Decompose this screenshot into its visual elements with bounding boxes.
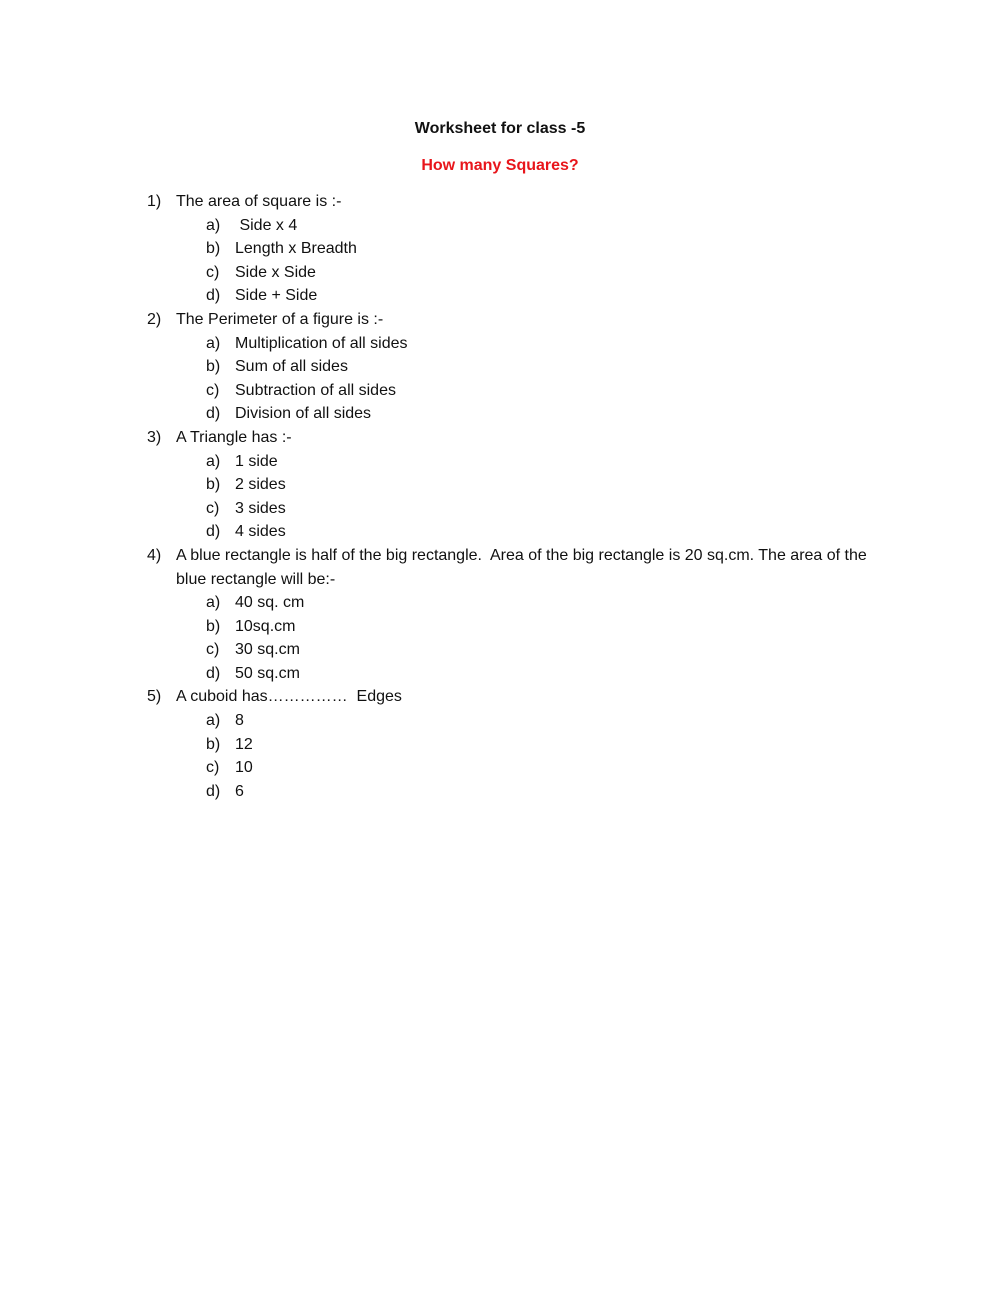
option-text: 8 (235, 712, 244, 730)
option-a (176, 332, 867, 356)
option-d (176, 284, 867, 308)
option-letter: d) (206, 405, 221, 423)
option-text: Division of all sides (235, 405, 372, 423)
option-letter: d) (206, 782, 221, 800)
option-letter: b) (206, 735, 221, 753)
option-text: 6 (235, 782, 244, 800)
option-c (176, 638, 867, 662)
question-text: The area of square is :- (176, 193, 342, 210)
option-text: 40 sq. cm (235, 594, 305, 612)
option-letter: a) (206, 712, 221, 730)
question-number: 1) (147, 193, 162, 210)
option-list (176, 214, 867, 308)
option-a (176, 709, 867, 733)
option-b (176, 615, 867, 639)
option-letter: a) (206, 334, 221, 352)
option-letter: c) (206, 263, 220, 281)
option-letter: a) (206, 452, 221, 470)
question-text: A Triangle has :- (176, 428, 292, 446)
question-text: A cuboid has…………… Edges (176, 688, 402, 706)
option-text: 12 (235, 735, 253, 753)
question-3 (147, 426, 867, 544)
option-text: Side + Side (235, 287, 318, 305)
option-text: 10 (235, 759, 253, 777)
option-letter: c) (206, 759, 220, 777)
question-text: The Perimeter of a figure is :- (176, 310, 384, 328)
question-text: A blue rectangle is half of the big rectangle. Area of the big rectangle is 20 sq.cm. The area of the blue rectangle will be:- (176, 546, 872, 588)
option-text: 1 side (235, 452, 278, 470)
option-c (176, 379, 867, 403)
option-letter: d) (206, 664, 221, 682)
option-text: Length x Breadth (235, 240, 357, 258)
option-letter: b) (206, 617, 221, 635)
option-letter: b) (206, 358, 221, 376)
option-letter: a) (206, 594, 221, 612)
option-text: 50 sq.cm (235, 664, 300, 682)
option-letter: c) (206, 499, 220, 517)
option-list (176, 332, 867, 426)
option-b (176, 355, 867, 379)
option-letter: b) (206, 476, 221, 494)
question-number: 3) (147, 428, 162, 446)
option-d (176, 780, 867, 804)
question-list (147, 190, 872, 803)
option-text: Side x Side (235, 263, 316, 281)
option-c (176, 261, 867, 285)
option-c (176, 497, 867, 521)
option-b (176, 733, 867, 757)
option-d (176, 402, 867, 426)
option-text: 4 sides (235, 523, 286, 541)
option-letter: c) (206, 381, 220, 399)
option-list (176, 709, 867, 803)
worksheet-subtitle: How many Squares? (421, 157, 579, 174)
question-number: 2) (147, 310, 162, 328)
option-text: 3 sides (235, 499, 286, 517)
option-b (176, 473, 867, 497)
option-d (176, 662, 867, 686)
option-letter: d) (206, 287, 221, 305)
worksheet-title: Worksheet for class -5 (414, 120, 586, 137)
option-b (176, 237, 867, 261)
option-text: 30 sq.cm (235, 641, 300, 659)
option-letter: c) (206, 641, 220, 659)
option-text: 2 sides (235, 476, 286, 494)
option-text: 10sq.cm (235, 617, 296, 635)
option-text: Subtraction of all sides (235, 381, 396, 399)
question-number: 4) (147, 546, 162, 564)
question-2 (147, 308, 867, 426)
question-4 (147, 544, 872, 686)
option-list (176, 591, 867, 685)
question-5 (147, 685, 867, 803)
option-letter: d) (206, 523, 221, 541)
option-text: Side x 4 (235, 216, 298, 234)
question-number: 5) (147, 688, 162, 706)
option-d (176, 520, 867, 544)
question-1 (147, 190, 867, 308)
option-letter: a) (206, 216, 221, 234)
option-list (176, 450, 867, 544)
option-text: Multiplication of all sides (235, 334, 408, 352)
option-letter: b) (206, 240, 221, 258)
option-text: Sum of all sides (235, 358, 348, 376)
option-a (176, 214, 867, 238)
option-a (176, 450, 867, 474)
option-a (176, 591, 867, 615)
option-c (176, 756, 867, 780)
